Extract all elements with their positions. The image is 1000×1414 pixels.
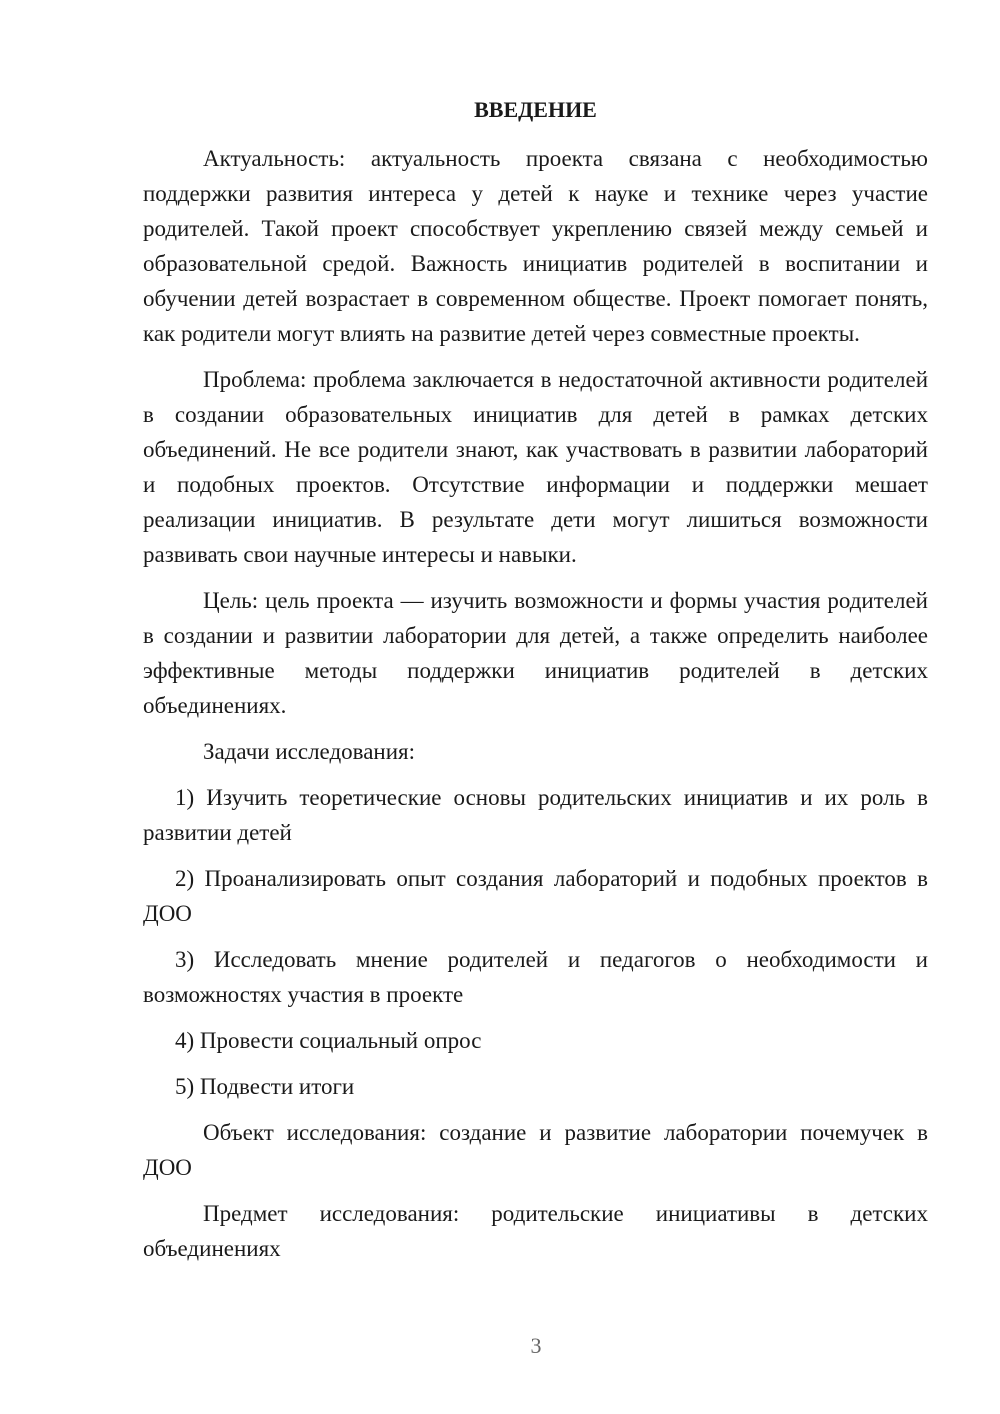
goal-paragraph: Цель: цель проекта — изучить возможности и формы участия родителей в создании и развитии лаборатории для детей, а также определить наиболее эффективные методы поддержки инициатив родителей в детских объединениях.: [143, 588, 928, 718]
relevance-paragraph: Актуальность: актуальность проекта связана с необходимостью поддержки развития интереса у детей к науке и технике через участие родителей. Такой проект способствует укреплению связей между семьей и образовательной средой. Важность инициатив родителей в воспитании и обучении детей возрастает в современном обществе. Проект помогает понять, как родители могут влиять на развитие детей через совместные проекты.: [143, 146, 928, 346]
page-title: ВВЕДЕНИЕ: [474, 97, 597, 122]
task-item-1: 1) Изучить теоретические основы родительских инициатив и их роль в развитии детей: [143, 785, 928, 845]
page-number: 3: [530, 1333, 542, 1358]
task-item-2: 2) Проанализировать опыт создания лабораторий и подобных проектов в ДОО: [143, 866, 928, 926]
object-paragraph: Объект исследования: создание и развитие лаборатории почемучек в ДОО: [143, 1120, 928, 1180]
page-content: [143, 94, 928, 1277]
task-item-5: 5) Подвести итоги: [175, 1074, 355, 1099]
task-item-4: 4) Провести социальный опрос: [175, 1028, 482, 1053]
problem-paragraph: Проблема: проблема заключается в недостаточной активности родителей в создании образовательных инициатив для детей в рамках детских объединений. Не все родители знают, как участвовать в развитии лабораторий и подобных проектов. Отсутствие информации и поддержки мешает реализации инициатив. В результате дети могут лишиться возможности развивать свои научные интересы и навыки.: [143, 367, 928, 567]
task-item-3: 3) Исследовать мнение родителей и педагогов о необходимости и возможностях участия в проекте: [143, 947, 928, 1007]
tasks-heading: Задачи исследования:: [203, 739, 416, 764]
subject-paragraph: Предмет исследования: родительские инициативы в детских объединениях: [143, 1201, 928, 1261]
